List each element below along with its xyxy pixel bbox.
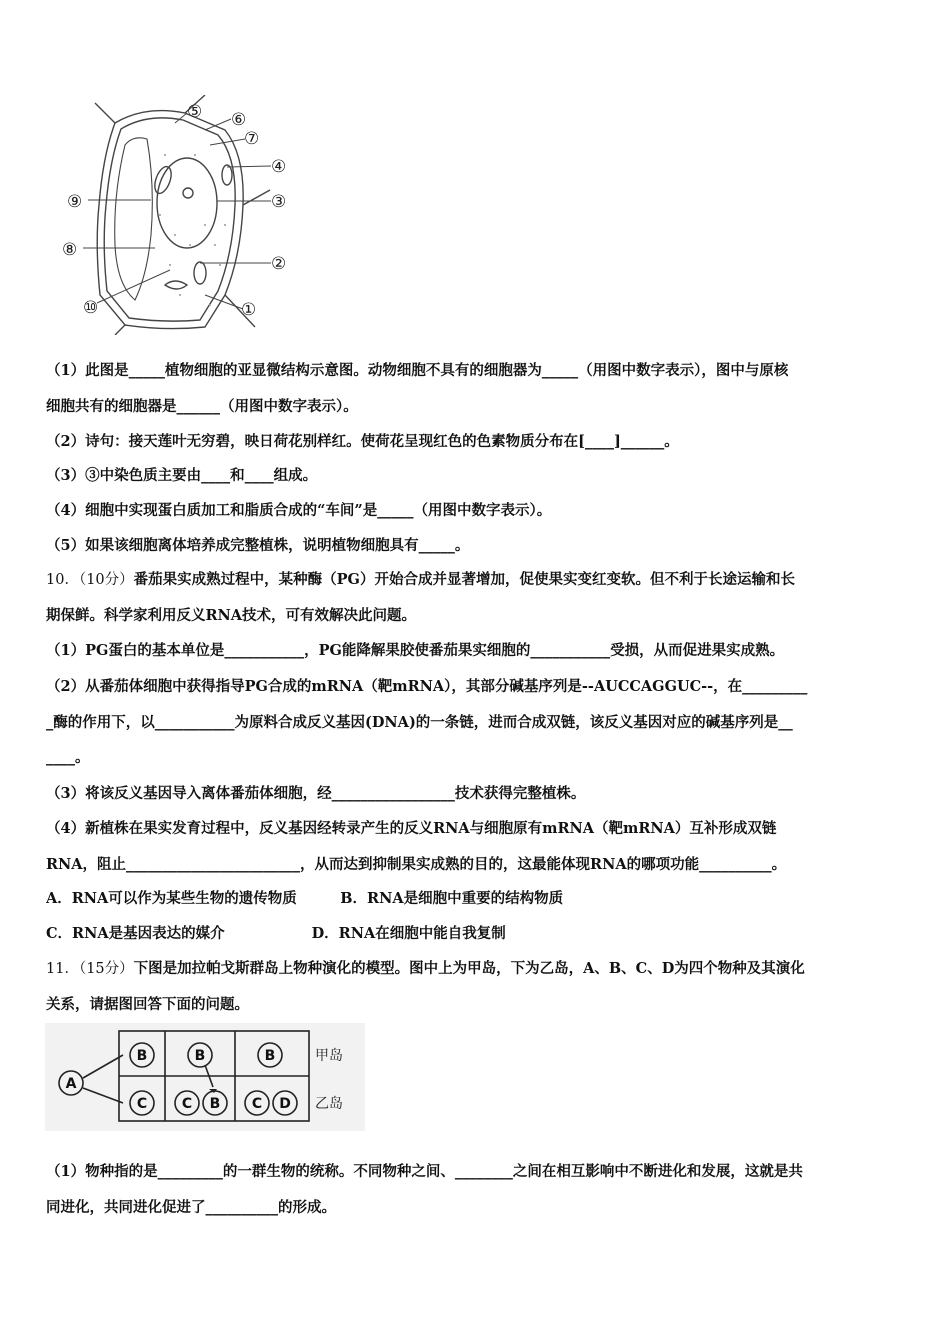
q11-stem-line1	[46, 959, 906, 979]
plant-cell-diagram	[55, 95, 305, 335]
island-label-top: 甲岛	[315, 1048, 343, 1064]
q10-options-cd: C．RNA是基因表达的媒介 D．RNA在细胞中能自我复制	[46, 925, 506, 942]
label-3: ③	[271, 192, 287, 212]
q9-part1-line1: （1）此图是_____植物细胞的亚显微结构示意图。动物细胞不具有的细胞器为_____（用图中数字表示），图中与原核	[46, 362, 789, 379]
species-b-top-2: B	[194, 1048, 206, 1064]
label-7: ⑦	[244, 129, 260, 149]
label-5: ⑤	[187, 102, 203, 122]
q10-part2-line3: ____。	[46, 749, 90, 766]
species-b-top-3: B	[264, 1048, 276, 1064]
q10-part1: （1）PG蛋白的基本单位是___________，PG能降解果胶使番茄果实细胞的___________受损，从而促进果实成熟。	[46, 642, 785, 659]
species-c-bottom-1: C	[136, 1096, 148, 1112]
label-6: ⑥	[231, 110, 247, 130]
q11-score: （15分）	[78, 961, 134, 977]
q10-part2-line1: （2）从番茄体细胞中获得指导PG合成的mRNA（靶mRNA），其部分碱基序列是--AUCCAGGUC--，在_________	[46, 678, 808, 695]
q9-part1-line2: 细胞共有的细胞器是______（用图中数字表示）。	[46, 398, 358, 415]
q11-stem-text: 下图是加拉帕戈斯群岛上物种演化的模型。图中上为甲岛，下为乙岛，A、B、C、D为四个物种及其演化	[133, 960, 805, 977]
q10-number: 10．	[46, 572, 79, 588]
species-d-bottom: D	[279, 1096, 291, 1112]
species-a: A	[65, 1076, 77, 1092]
q10-stem-line2: 期保鲜。科学家利用反义RNA技术，可有效解决此问题。	[46, 607, 417, 624]
label-4: ④	[271, 157, 287, 177]
q9-part4: （4）细胞中实现蛋白质加工和脂质合成的“车间”是_____（用图中数字表示）。	[46, 502, 552, 519]
nucleus	[157, 158, 217, 248]
label-1: ①	[241, 300, 257, 320]
q11-number: 11．	[46, 961, 79, 977]
q10-part3: （3）将该反义基因导入离体番茄体细胞，经_________________技术获得完整植株。	[46, 785, 586, 802]
q9-part5: （5）如果该细胞离体培养成完整植株，说明植物细胞具有_____。	[46, 537, 470, 554]
label-10: ⑩	[83, 298, 99, 318]
q10-stem-text: 番茄果实成熟过程中，某种酶（PG）开始合成并显著增加，促使果实变红变软。但不利于长途运输和长	[133, 571, 795, 588]
species-c-bottom-3: C	[251, 1096, 263, 1112]
q10-options-ab: A．RNA可以作为某些生物的遗传物质 B．RNA是细胞中重要的结构物质	[46, 890, 564, 907]
q11-part1-line2: 同进化，共同进化促进了__________的形成。	[46, 1199, 336, 1216]
vacuole	[115, 138, 153, 300]
q11-stem-line2: 关系，请据图回答下面的问题。	[46, 996, 249, 1013]
label-9: ⑨	[67, 192, 83, 212]
label-8: ⑧	[62, 240, 78, 260]
q10-part2-line2: _酶的作用下，以___________为原料合成反义基因(DNA)的一条链，进而合成双链，该反义基因对应的碱基序列是__	[46, 714, 793, 731]
island-label-bottom: 乙岛	[315, 1096, 343, 1112]
species-evolution-diagram	[45, 1023, 365, 1131]
q9-part2: （2）诗句：接天莲叶无穷碧，映日荷花别样红。使荷花呈现红色的色素物质分布在[____]______。	[46, 433, 679, 450]
q10-score: （10分）	[78, 572, 134, 588]
q10-part4-line2: RNA，阻止________________________，从而达到抑制果实成熟的目的，这最能体现RNA的哪项功能__________。	[46, 856, 787, 873]
q10-part4-line1: （4）新植株在果实发育过程中，反义基因经转录产生的反义RNA与细胞原有mRNA（靶mRNA）互补形成双链	[46, 820, 777, 837]
q11-part1-line1: （1）物种指的是_________的一群生物的统称。不同物种之间、________之间在相互影响中不断进化和发展，这就是共	[46, 1163, 803, 1180]
label-2: ②	[271, 254, 287, 274]
species-b-bottom: B	[209, 1096, 221, 1112]
species-b-top-1: B	[136, 1048, 148, 1064]
species-c-bottom-2: C	[181, 1096, 193, 1112]
q9-part3: （3）③中染色质主要由____和____组成。	[46, 467, 318, 484]
q10-stem-line1	[46, 570, 906, 590]
